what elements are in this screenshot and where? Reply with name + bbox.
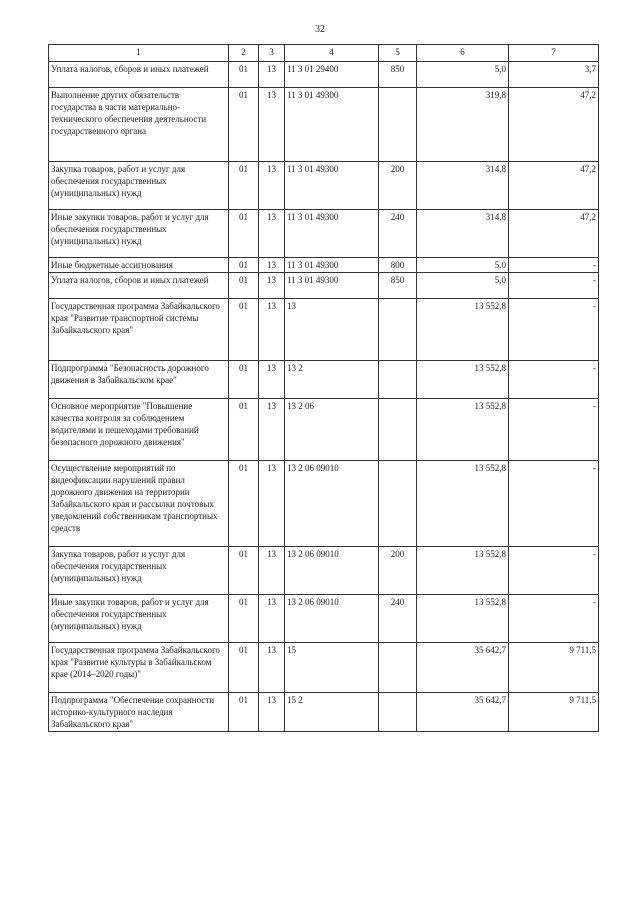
- cell-target-code: 13 2: [285, 361, 379, 399]
- cell-subsection: 13: [259, 162, 285, 210]
- cell-amount-2: -: [509, 299, 599, 361]
- budget-table: [48, 44, 599, 732]
- cell-subsection: 13: [259, 62, 285, 88]
- cell-amount-1: 319,8: [417, 88, 509, 162]
- column-header: 3: [259, 45, 285, 62]
- cell-section: 01: [229, 547, 259, 595]
- cell-name: Выполнение других обязательств государства в части материально-технического обеспечения деятельности государственного органа: [49, 88, 229, 162]
- cell-expense-type: [379, 643, 417, 693]
- table-row: [49, 88, 599, 162]
- cell-expense-type: [379, 361, 417, 399]
- cell-expense-type: 800: [379, 258, 417, 273]
- cell-amount-1: 13 552,8: [417, 547, 509, 595]
- table-row: [49, 461, 599, 547]
- table-row: [49, 361, 599, 399]
- cell-target-code: 11 3 01 49300: [285, 258, 379, 273]
- cell-name: Подпрограмма "Обеспечение сохранности историко-культурного наследия Забайкальского края": [49, 693, 229, 732]
- cell-expense-type: 200: [379, 547, 417, 595]
- cell-amount-2: 9 711,5: [509, 643, 599, 693]
- cell-target-code: 13 2 06: [285, 399, 379, 461]
- cell-amount-1: 314,8: [417, 162, 509, 210]
- header-row: [49, 45, 599, 62]
- cell-section: 01: [229, 299, 259, 361]
- cell-subsection: 13: [259, 693, 285, 732]
- table-row: [49, 62, 599, 88]
- cell-target-code: 11 3 01 49300: [285, 210, 379, 258]
- cell-name: Уплата налогов, сборов и иных платежей: [49, 273, 229, 299]
- cell-name: Иные бюджетные ассигнования: [49, 258, 229, 273]
- column-header: 5: [379, 45, 417, 62]
- cell-name: Закупка товаров, работ и услуг для обеспечения государственных (муниципальных) нужд: [49, 547, 229, 595]
- cell-subsection: 13: [259, 595, 285, 643]
- table-row: [49, 595, 599, 643]
- cell-target-code: 11 3 01 49300: [285, 162, 379, 210]
- cell-target-code: 13 2 06 09010: [285, 547, 379, 595]
- cell-section: 01: [229, 461, 259, 547]
- cell-subsection: 13: [259, 258, 285, 273]
- cell-expense-type: [379, 299, 417, 361]
- cell-section: 01: [229, 62, 259, 88]
- cell-amount-2: -: [509, 258, 599, 273]
- cell-amount-1: 13 552,8: [417, 461, 509, 547]
- cell-amount-1: 5,0: [417, 62, 509, 88]
- table-row: [49, 643, 599, 693]
- cell-section: 01: [229, 595, 259, 643]
- cell-expense-type: [379, 461, 417, 547]
- cell-subsection: 13: [259, 210, 285, 258]
- table-row: [49, 693, 599, 732]
- cell-name: Осуществление мероприятий по видеофиксации нарушений правил дорожного движения на территории Забайкальского края и рассылки почтовых уведомлений собственникам транспортных средств: [49, 461, 229, 547]
- cell-name: Подпрограмма "Безопасность дорожного движения в Забайкальском крае": [49, 361, 229, 399]
- cell-expense-type: [379, 399, 417, 461]
- table-row: [49, 210, 599, 258]
- page-number: 32: [315, 24, 325, 35]
- cell-subsection: 13: [259, 461, 285, 547]
- cell-amount-2: 47,2: [509, 88, 599, 162]
- cell-section: 01: [229, 162, 259, 210]
- cell-target-code: 13: [285, 299, 379, 361]
- cell-subsection: 13: [259, 643, 285, 693]
- cell-section: 01: [229, 88, 259, 162]
- column-header: 6: [417, 45, 509, 62]
- table-row: [49, 273, 599, 299]
- cell-expense-type: 200: [379, 162, 417, 210]
- cell-amount-1: 13 552,8: [417, 595, 509, 643]
- table-row: [49, 299, 599, 361]
- column-header: 1: [49, 45, 229, 62]
- column-header: 7: [509, 45, 599, 62]
- cell-target-code: 13 2 06 09010: [285, 595, 379, 643]
- cell-amount-1: 314,8: [417, 210, 509, 258]
- cell-section: 01: [229, 643, 259, 693]
- cell-amount-1: 13 552,8: [417, 399, 509, 461]
- cell-section: 01: [229, 361, 259, 399]
- table-row: [49, 399, 599, 461]
- cell-subsection: 13: [259, 547, 285, 595]
- cell-amount-2: 47,2: [509, 210, 599, 258]
- cell-target-code: 13 2 06 09010: [285, 461, 379, 547]
- cell-name: Закупка товаров, работ и услуг для обеспечения государственных (муниципальных) нужд: [49, 162, 229, 210]
- cell-amount-2: -: [509, 399, 599, 461]
- cell-subsection: 13: [259, 361, 285, 399]
- cell-name: Государственная программа Забайкальского края "Развитие культуры в Забайкальском крае (2014–2020 годы)": [49, 643, 229, 693]
- cell-amount-1: 13 552,8: [417, 361, 509, 399]
- cell-expense-type: 240: [379, 210, 417, 258]
- cell-amount-1: 35 642,7: [417, 693, 509, 732]
- cell-section: 01: [229, 399, 259, 461]
- cell-amount-1: 5,0: [417, 273, 509, 299]
- table-row: [49, 547, 599, 595]
- cell-subsection: 13: [259, 273, 285, 299]
- cell-name: Иные закупки товаров, работ и услуг для обеспечения государственных (муниципальных) нужд: [49, 595, 229, 643]
- cell-section: 01: [229, 258, 259, 273]
- cell-subsection: 13: [259, 299, 285, 361]
- column-header: 2: [229, 45, 259, 62]
- cell-expense-type: [379, 693, 417, 732]
- cell-section: 01: [229, 210, 259, 258]
- cell-amount-1: 5,0: [417, 258, 509, 273]
- cell-target-code: 11 3 01 49300: [285, 273, 379, 299]
- cell-amount-2: -: [509, 361, 599, 399]
- cell-name: Иные закупки товаров, работ и услуг для обеспечения государственных (муниципальных) нужд: [49, 210, 229, 258]
- table-row: [49, 258, 599, 273]
- cell-amount-2: -: [509, 595, 599, 643]
- cell-name: Государственная программа Забайкальского края "Развитие транспортной системы Забайкальского края": [49, 299, 229, 361]
- table-row: [49, 162, 599, 210]
- cell-target-code: 15: [285, 643, 379, 693]
- cell-name: Уплата налогов, сборов и иных платежей: [49, 62, 229, 88]
- cell-expense-type: [379, 88, 417, 162]
- cell-amount-1: 13 552,8: [417, 299, 509, 361]
- cell-target-code: 15 2: [285, 693, 379, 732]
- cell-target-code: 11 3 01 29400: [285, 62, 379, 88]
- cell-expense-type: 850: [379, 273, 417, 299]
- cell-section: 01: [229, 693, 259, 732]
- cell-amount-2: -: [509, 273, 599, 299]
- column-header: 4: [285, 45, 379, 62]
- cell-amount-2: -: [509, 547, 599, 595]
- cell-expense-type: 240: [379, 595, 417, 643]
- cell-amount-1: 35 642,7: [417, 643, 509, 693]
- cell-amount-2: -: [509, 461, 599, 547]
- cell-amount-2: 9 711,5: [509, 693, 599, 732]
- cell-target-code: 11 3 01 49300: [285, 88, 379, 162]
- cell-name: Основное мероприятие "Повышение качества контроля за соблюдением водителями и пешеходами требований безопасного дорожного движения": [49, 399, 229, 461]
- cell-amount-2: 47,2: [509, 162, 599, 210]
- cell-expense-type: 850: [379, 62, 417, 88]
- cell-section: 01: [229, 273, 259, 299]
- cell-subsection: 13: [259, 88, 285, 162]
- cell-subsection: 13: [259, 399, 285, 461]
- cell-amount-2: 3,7: [509, 62, 599, 88]
